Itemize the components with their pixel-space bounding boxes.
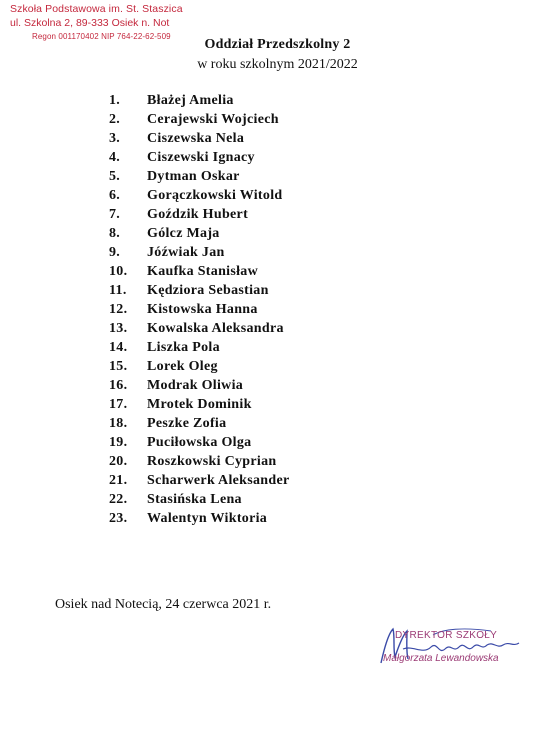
document-title: Oddział Przedszkolny 2 bbox=[204, 37, 351, 52]
list-item-number: 15. bbox=[109, 359, 128, 374]
student-name: Lorek Oleg bbox=[147, 359, 218, 374]
list-item-number: 12. bbox=[109, 302, 128, 317]
list-item-number: 9. bbox=[109, 245, 121, 260]
student-name: Ciszewska Nela bbox=[147, 131, 245, 146]
student-name: Peszke Zofia bbox=[147, 416, 227, 431]
list-item bbox=[109, 91, 290, 110]
student-name: Stasińska Lena bbox=[147, 492, 242, 507]
student-name: Scharwerk Aleksander bbox=[147, 473, 290, 488]
stamp-school-name: Szkoła Podstawowa im. St. Staszica bbox=[10, 3, 183, 15]
student-name: Mrotek Dominik bbox=[147, 397, 252, 412]
signature-name: Małgorzata Lewandowska bbox=[383, 653, 499, 664]
student-name: Gólcz Maja bbox=[147, 226, 220, 241]
student-name: Ciszewski Ignacy bbox=[147, 150, 255, 165]
handwritten-signature bbox=[373, 615, 533, 675]
list-item-number: 13. bbox=[109, 321, 128, 336]
place-and-date: Osiek nad Notecią, 24 czerwca 2021 r. bbox=[55, 597, 272, 612]
student-name: Kowalska Aleksandra bbox=[147, 321, 284, 336]
list-item bbox=[109, 224, 290, 243]
list-item bbox=[109, 319, 290, 338]
list-item-number: 10. bbox=[109, 264, 128, 279]
student-name: Błażej Amelia bbox=[147, 93, 234, 108]
list-item-number: 5. bbox=[109, 169, 121, 184]
list-item bbox=[109, 471, 290, 490]
student-name: Puciłowska Olga bbox=[147, 435, 252, 450]
list-item bbox=[109, 129, 290, 148]
list-item-number: 17. bbox=[109, 397, 128, 412]
student-name: Dytman Oskar bbox=[147, 169, 240, 184]
list-item bbox=[109, 357, 290, 376]
list-item-number: 14. bbox=[109, 340, 128, 355]
list-item-number: 2. bbox=[109, 112, 121, 127]
list-item-number: 7. bbox=[109, 207, 121, 222]
list-item bbox=[109, 490, 290, 509]
student-name: Goździk Hubert bbox=[147, 207, 249, 222]
list-item bbox=[109, 148, 290, 167]
list-item-number: 1. bbox=[109, 93, 121, 108]
list-item-number: 22. bbox=[109, 492, 128, 507]
list-item bbox=[109, 186, 290, 205]
list-item-number: 8. bbox=[109, 226, 121, 241]
student-name: Modrak Oliwia bbox=[147, 378, 244, 393]
list-item bbox=[109, 414, 290, 433]
list-item bbox=[109, 338, 290, 357]
list-item-number: 16. bbox=[109, 378, 128, 393]
list-item bbox=[109, 167, 290, 186]
student-name: Gorączkowski Witold bbox=[147, 188, 283, 203]
document-subtitle: w roku szkolnym 2021/2022 bbox=[197, 57, 358, 72]
student-name: Jóźwiak Jan bbox=[147, 245, 225, 260]
student-name: Kędziora Sebastian bbox=[147, 283, 269, 298]
director-signature-stamp bbox=[373, 615, 533, 675]
list-item bbox=[109, 452, 290, 471]
list-item bbox=[109, 110, 290, 129]
signature-role: DYREKTOR SZKOŁY bbox=[395, 630, 498, 641]
list-item-number: 4. bbox=[109, 150, 121, 165]
student-list bbox=[109, 91, 290, 528]
list-item bbox=[109, 433, 290, 452]
stamp-address: ul. Szkolna 2, 89-333 Osiek n. Not bbox=[10, 17, 170, 29]
list-item-number: 21. bbox=[109, 473, 128, 488]
student-name: Walentyn Wiktoria bbox=[147, 511, 268, 526]
list-item-number: 19. bbox=[109, 435, 128, 450]
list-item bbox=[109, 300, 290, 319]
list-item bbox=[109, 509, 290, 528]
list-item bbox=[109, 205, 290, 224]
list-item-number: 18. bbox=[109, 416, 128, 431]
list-item-number: 3. bbox=[109, 131, 121, 146]
student-name: Liszka Pola bbox=[147, 340, 220, 355]
list-item bbox=[109, 243, 290, 262]
list-item-number: 11. bbox=[109, 283, 127, 298]
student-name: Cerajewski Wojciech bbox=[147, 112, 279, 127]
student-name: Roszkowski Cyprian bbox=[147, 454, 277, 469]
list-item bbox=[109, 281, 290, 300]
student-name: Kaufka Stanisław bbox=[147, 264, 258, 279]
stamp-registry-numbers: Regon 001170402 NIP 764-22-62-509 bbox=[32, 32, 171, 41]
list-item-number: 6. bbox=[109, 188, 121, 203]
student-name: Kistowska Hanna bbox=[147, 302, 258, 317]
list-item-number: 20. bbox=[109, 454, 128, 469]
list-item bbox=[109, 395, 290, 414]
list-item bbox=[109, 376, 290, 395]
list-item bbox=[109, 262, 290, 281]
list-item-number: 23. bbox=[109, 511, 128, 526]
